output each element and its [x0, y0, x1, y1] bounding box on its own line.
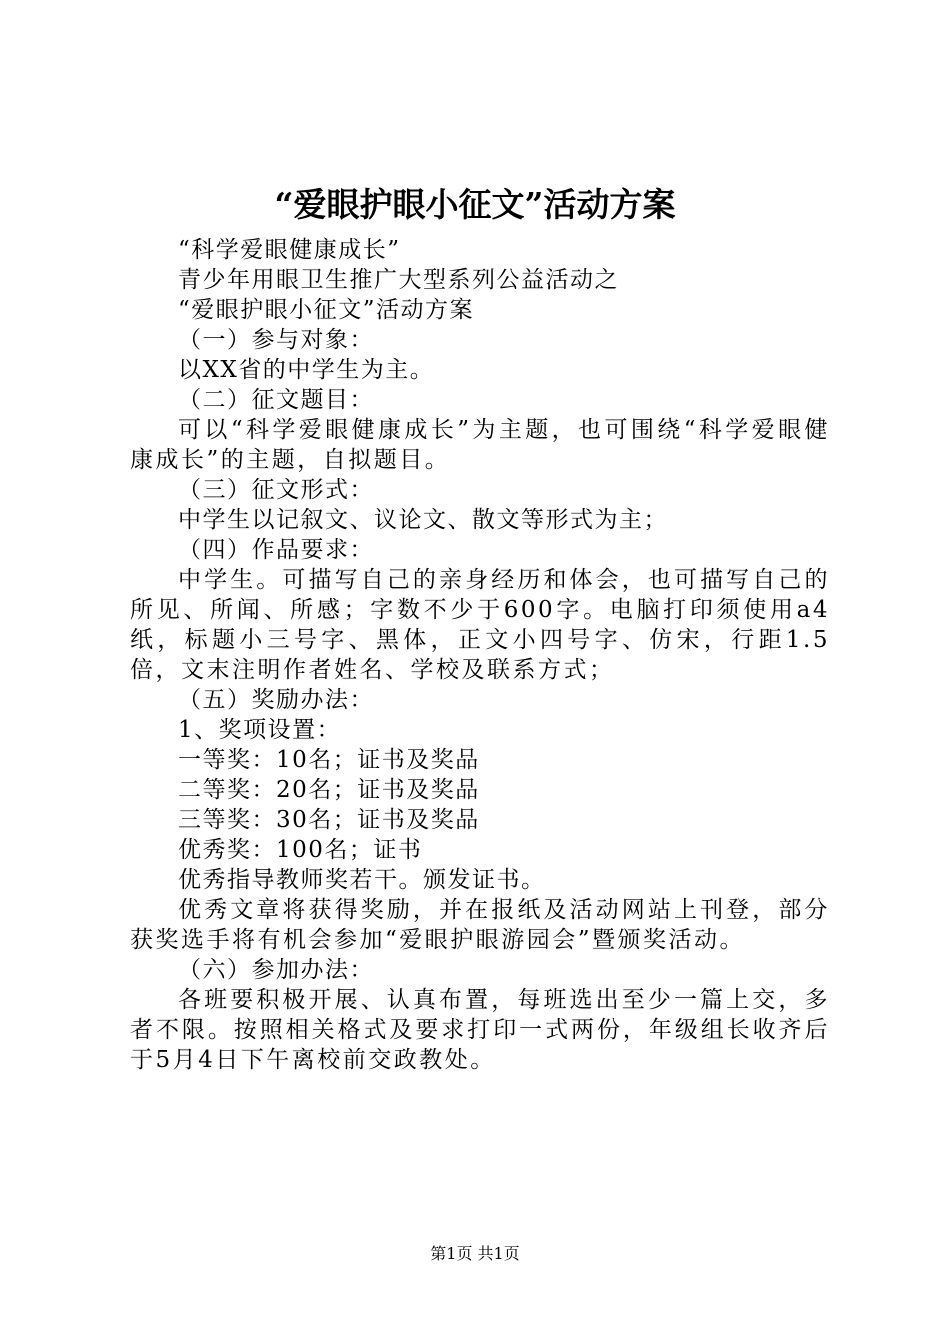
- section-heading: （三）征文形式：: [178, 477, 374, 503]
- paragraph: 优秀文章将获得奖励，并在报纸及活动网站上刊登，部分获奖选手将有机会参加“爱眼护眼游园会”暨颁奖活动。: [130, 897, 830, 953]
- paragraph: 中学生以记叙文、议论文、散文等形式为主；: [178, 507, 668, 533]
- section-heading: （五）奖励办法：: [178, 687, 374, 713]
- section-heading: （四）作品要求：: [178, 537, 374, 563]
- paragraph: 可以“科学爱眼健康成长”为主题，也可围绕“科学爱眼健康成长”的主题，自拟题目。: [130, 417, 830, 473]
- list-item: 一等奖：10名；证书及奖品: [178, 747, 480, 773]
- subtitle-line: “科学爱眼健康成长”: [178, 237, 401, 263]
- paragraph: 各班要积极开展、认真布置，每班选出至少一篇上交，多者不限。按照相关格式及要求打印一式两份，年级组长收齐后于5月4日下午离校前交政教处。: [130, 987, 830, 1073]
- document-body: [130, 235, 830, 1075]
- section-heading: （六）参加办法：: [178, 957, 374, 983]
- subtitle-line: “爱眼护眼小征文”活动方案: [178, 297, 475, 323]
- section-heading: （一）参与对象：: [178, 327, 374, 353]
- page-footer: 第1页 共1页: [430, 1244, 520, 1263]
- paragraph: 中学生。可描写自己的亲身经历和体会，也可描写自己的所见、所闻、所感；字数不少于600字。电脑打印须使用a4纸，标题小三号字、黑体，正文小四号字、仿宋，行距1.5倍，文末注明作者姓名、学校及联系方式；: [130, 567, 830, 683]
- list-item: 1、奖项设置：: [178, 717, 342, 743]
- list-item: 优秀奖：100名；证书: [178, 837, 423, 863]
- paragraph: 优秀指导教师奖若干。颁发证书。: [178, 867, 546, 893]
- document-title: “爱眼护眼小征文”活动方案: [274, 185, 676, 224]
- list-item: 二等奖：20名；证书及奖品: [178, 777, 480, 803]
- section-heading: （二）征文题目：: [178, 387, 374, 413]
- subtitle-line: 青少年用眼卫生推广大型系列公益活动之: [178, 267, 619, 293]
- paragraph: 以XX省的中学生为主。: [178, 357, 435, 383]
- list-item: 三等奖：30名；证书及奖品: [178, 807, 480, 833]
